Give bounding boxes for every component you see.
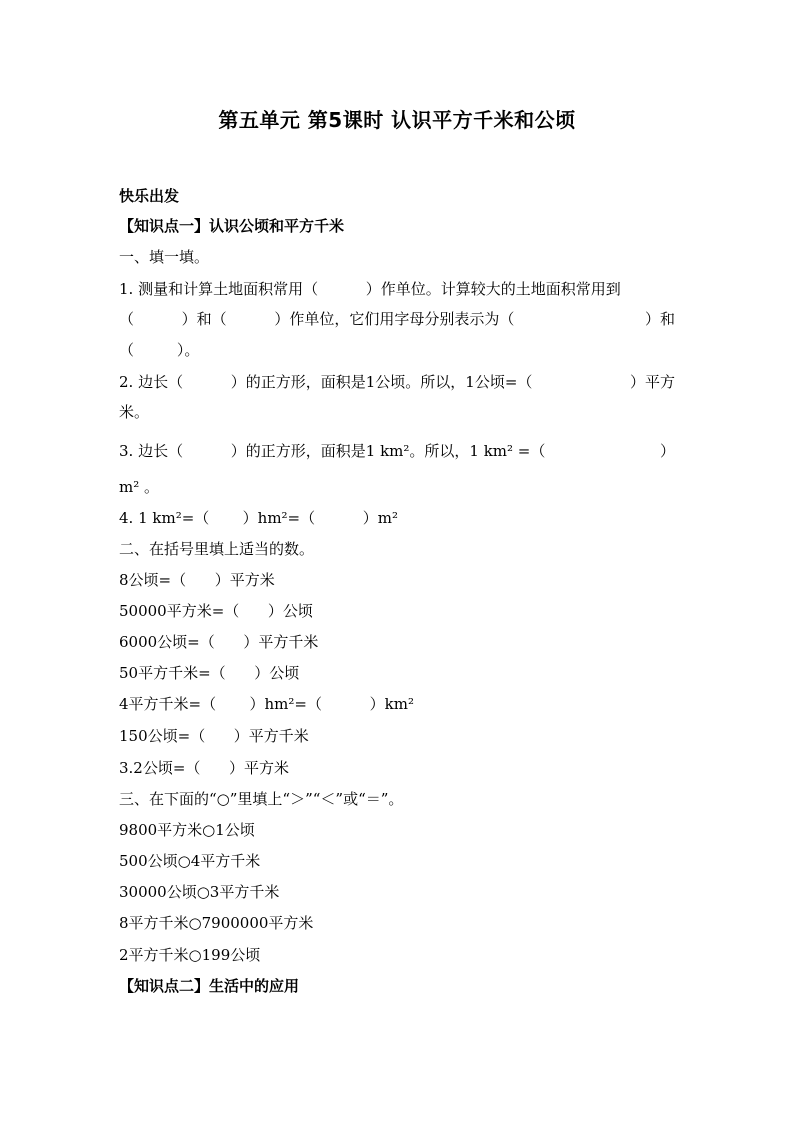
q1-line1: 1. 测量和计算土地面积常用（ ）作单位。计算较大的土地面积常用到 [119,280,621,298]
q2-line1 [119,372,675,392]
knowledge-point-1: 【知识点一】认识公顷和平方千米 [119,217,345,235]
part2-item: 4平方千米=（ ）hm²=（ ）km² [119,695,414,713]
q2-line1-a: 2. 边长（ ）的正方形，面积是1公顷。所以，1公顷=（ [119,373,533,391]
q3-line1-b: ） [659,442,675,460]
part2-item: 3.2公顷=（ ）平方米 [119,759,290,777]
q1-line3: （ ）。 [119,341,200,359]
part3-item: 30000公顷○3平方千米 [119,883,280,901]
part3-heading: 三、在下面的“○”里填上“＞”“＜”或“＝”。 [119,790,404,808]
section-header: 快乐出发 [119,187,180,205]
part1-heading: 一、填一填。 [119,248,210,266]
q1-line2-a: （ ）和（ ）作单位，它们用字母分别表示为（ [119,310,515,328]
part3-item: 8平方千米○7900000平方米 [119,914,314,932]
part3-item: 500公顷○4平方千米 [119,852,261,870]
part2-heading: 二、在括号里填上适当的数。 [119,540,315,558]
q3-line1 [119,441,675,461]
part2-item: 6000公顷=（ ）平方千米 [119,633,319,651]
part3-item: 9800平方米○1公顷 [119,821,255,839]
q3-line1-a: 3. 边长（ ）的正方形，面积是1 km²。所以，1 km² =（ [119,442,546,460]
part2-item: 8公顷=（ ）平方米 [119,571,275,589]
knowledge-point-2: 【知识点二】生活中的应用 [119,977,300,995]
q2-line1-b: ）平方 [629,373,675,391]
page-title: 第五单元 第5课时 认识平方千米和公顷 [218,108,576,132]
part2-item: 50平方千米=（ ）公顷 [119,664,300,682]
q1-line2-b: ）和 [644,310,675,328]
part2-item: 50000平方米=（ ）公顷 [119,602,313,620]
q2-line2: 米。 [119,403,150,421]
q3-line2: m² 。 [119,478,160,496]
part2-item: 150公顷=（ ）平方千米 [119,727,309,745]
part3-item: 2平方千米○199公顷 [119,946,261,964]
q4: 4. 1 km²=（ ）hm²=（ ）m² [119,509,399,527]
q1-line2 [119,309,675,329]
